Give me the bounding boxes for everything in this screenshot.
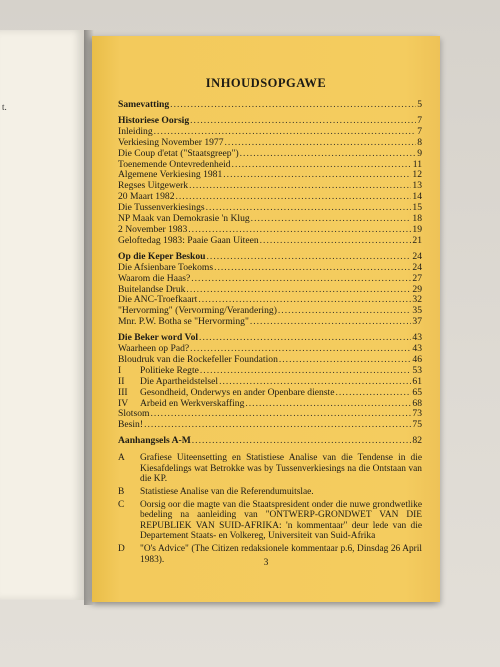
toc-leader-dots [335, 388, 411, 399]
toc-leader-dots [150, 409, 411, 420]
toc-page-number: 11 [412, 158, 422, 170]
appendix-description: Oorsig oor die magte van die Staatspresident onder die nuwe grondwetlike bedeling na aanleiding van "ONTWERP-GRONDWET VAN DIE REPUBLIEK VAN SUID-AFRIKA: 'n kommentaar" deur lede van die Departement Staats- en Volkereg, Universiteit van Suid-Afrika [140, 499, 422, 542]
toc-page-number: 12 [412, 169, 422, 181]
toc-page-number: 61 [412, 375, 422, 387]
toc-page-number: 37 [412, 316, 422, 328]
toc-leader-dots [251, 214, 412, 225]
toc-leader-dots [190, 116, 416, 127]
toc-page-number: 13 [412, 180, 422, 192]
toc-roman-numeral: I [118, 364, 122, 376]
toc-entry-label: Bloudruk van die Rockefeller Foundation [118, 353, 278, 365]
toc-page-number: 46 [412, 353, 422, 365]
toc-page-number: 29 [412, 283, 422, 295]
toc-entry-label: Waarheen op Pad? [118, 343, 190, 355]
toc-entry-label: II Die Apartheidstelsel [118, 375, 219, 387]
toc-leader-dots [240, 149, 417, 160]
toc-leader-dots [279, 355, 412, 366]
toc-entry-label: 20 Maart 1982 [118, 191, 175, 203]
toc-leader-dots [186, 285, 411, 296]
toc-entry [118, 149, 422, 160]
toc-entry-label: Historiese Oorsig [118, 114, 190, 126]
toc-entry [118, 420, 422, 431]
toc-entry-label: Die Tussenverkiesings [118, 202, 205, 214]
toc-section-heading [118, 436, 422, 447]
book-page [92, 36, 440, 602]
appendix-list [118, 453, 422, 565]
toc-page-number: 53 [412, 364, 422, 376]
toc-entry-label: Buitelandse Druk [118, 283, 186, 295]
toc-entry [118, 409, 422, 420]
toc-entry-label: "Hervorming" (Vervorming/Verandering) [118, 305, 277, 317]
facing-page-text: t. [2, 102, 7, 112]
toc-entry-label: I Politieke Regte [118, 364, 199, 376]
facing-page [0, 30, 84, 600]
toc-entry-label: Besin! [118, 419, 144, 431]
appendix-letter: D [118, 543, 125, 554]
toc-roman-numeral: II [118, 375, 125, 387]
toc-section-heading [118, 100, 422, 111]
toc-page-number: 82 [412, 435, 422, 447]
toc-roman-numeral: IV [118, 397, 129, 409]
toc-entry-label: Inleiding [118, 125, 153, 137]
appendix-description: Grafiese Uiteensetting en Statistiese Analise van die Tendense in die Kiesafdelings wat Betrokke was by Tussenverkiesings na die Ontstaan van die KP. [140, 453, 422, 485]
appendix-letter: A [118, 453, 125, 464]
toc-leader-dots [191, 274, 411, 285]
toc-roman-numeral: III [118, 386, 128, 398]
toc-leader-dots [176, 192, 412, 203]
toc-entry-label: Toenemende Ontevredenheid [118, 158, 231, 170]
toc-leader-dots [144, 420, 411, 431]
toc-page-number: 73 [412, 408, 422, 420]
toc-page-number: 15 [412, 202, 422, 214]
toc-section-heading [118, 116, 422, 127]
toc-entry-label: Mnr. P.W. Botha se "Hervorming" [118, 316, 249, 328]
toc-entry-label: Die Beker word Vol [118, 332, 199, 344]
toc-leader-dots [278, 306, 412, 317]
toc-page-number: 75 [412, 419, 422, 431]
toc-entry-label: 2 November 1983 [118, 223, 188, 235]
toc-page-number: 35 [412, 305, 422, 317]
toc-entry-label: Waarom die Haas? [118, 272, 191, 284]
appendix-description: Statistiese Analise van die Referendumuitslae. [140, 486, 314, 497]
toc-entry-label: Regses Uitgewerk [118, 180, 189, 192]
toc-page-number: 24 [412, 261, 422, 273]
toc-entry-label: Samevatting [118, 99, 170, 110]
toc-leader-dots [200, 366, 412, 377]
toc-page-number: 65 [412, 386, 422, 398]
toc-entry-label: Algemene Verkiesing 1981 [118, 169, 223, 181]
toc-page-number: 5 [417, 99, 422, 110]
toc-page-number: 14 [412, 191, 422, 203]
toc-entry-label: Verkiesing November 1977 [118, 136, 224, 148]
toc-leader-dots [250, 317, 412, 328]
toc-leader-dots [199, 333, 411, 344]
toc-page-number: 7 [417, 114, 422, 126]
toc-entry-label: Slotsom [118, 408, 150, 420]
toc-entry [118, 317, 422, 328]
toc-leader-dots [214, 263, 411, 274]
toc-page-number: 19 [412, 223, 422, 235]
toc-entry-label: Die ANC-Troefkaart [118, 294, 198, 306]
toc-entry-label: Die Coup d'etat ("Staatsgreep") [118, 147, 239, 159]
toc-leader-dots [192, 436, 412, 447]
page-title: INHOUDSOPGAWE [205, 76, 327, 90]
toc-page-number: 9 [417, 147, 422, 159]
toc-entry [118, 138, 422, 149]
appendix-item [118, 453, 422, 485]
toc-page-number: 43 [412, 332, 422, 344]
toc-entry-label: Die Afsienbare Toekoms [118, 261, 214, 273]
toc-page-number: 7 [417, 125, 422, 137]
toc-entry [118, 274, 422, 285]
toc-leader-dots [189, 181, 411, 192]
toc-entry-label: Aanhangsels A-M [118, 435, 191, 447]
toc-page-number: 8 [417, 136, 422, 148]
appendix-item [118, 500, 422, 542]
toc-page-number: 68 [412, 397, 422, 409]
toc-page-number: 43 [412, 343, 422, 355]
toc-page-number: 21 [412, 234, 422, 246]
appendix-letter: C [118, 499, 125, 510]
toc-page-number: 27 [412, 272, 422, 284]
toc-leader-dots [207, 252, 412, 263]
toc-entry-label: Geloftedag 1983: Paaie Gaan Uiteen [118, 234, 259, 246]
appendix-item [118, 487, 422, 498]
toc-leader-dots [170, 100, 416, 111]
toc-leader-dots [225, 138, 417, 149]
toc-page-number: 18 [412, 213, 422, 225]
toc-entry [118, 399, 422, 410]
toc-page-number: 32 [412, 294, 422, 306]
toc-leader-dots [223, 170, 411, 181]
toc-entry-label: IV Arbeid en Werkverskaffing [118, 397, 245, 409]
toc-page-number: 24 [412, 250, 422, 262]
appendix-description: "O's Advice" (The Citizen redaksionele kommentaar p.6, Dinsdag 26 April 1983). [140, 543, 422, 565]
toc-entry-label: NP Maak van Demokrasie 'n Klug [118, 213, 250, 225]
toc-entry-label: III Gesondheid, Onderwys en ander Openbare dienste [118, 386, 335, 398]
toc-entry [118, 236, 422, 247]
appendix-letter: B [118, 486, 125, 497]
toc-leader-dots [232, 160, 412, 171]
toc-entry [118, 263, 422, 274]
toc-entry-label: Op die Keper Beskou [118, 250, 206, 262]
page-number: 3 [263, 558, 269, 568]
toc-leader-dots [245, 399, 411, 410]
table-of-contents [118, 100, 422, 567]
toc-leader-dots [260, 236, 412, 247]
